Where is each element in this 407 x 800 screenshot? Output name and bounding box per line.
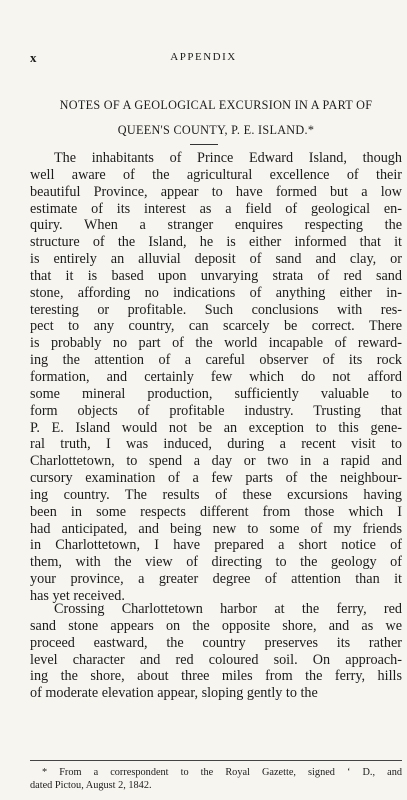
text-line: that it is based upon unvarying strata of red sand <box>30 267 402 284</box>
text-line: been in some respects different from those which I <box>30 503 402 520</box>
text-line: cursory examination of a few parts of the neighbour- <box>30 470 402 487</box>
text-line: beautiful Province, appear to have formed but a low <box>30 183 402 200</box>
footnote-rule <box>30 760 402 761</box>
text-line: Charlottetown, to spend a day or two in a rapid and <box>30 453 402 470</box>
text-line: sand stone appears on the opposite shore, and as we <box>30 617 402 634</box>
text-line: structure of the Island, he is either informed that it <box>30 234 402 251</box>
text-line: P. E. Island would not be an exception to this gene- <box>30 419 402 436</box>
text-line: Crossing Charlottetown harbor at the ferry, red <box>54 601 402 617</box>
running-head <box>0 50 407 66</box>
text-line: formation, and certainly few which do not afford <box>30 368 402 385</box>
text-line: pect to any country, can scarcely be correct. There <box>30 318 402 335</box>
text-line: ing country. The results of these excursions having <box>30 486 402 503</box>
text-line: ing the attention of a careful observer of its rock <box>30 352 402 369</box>
text-line: your province, a greater degree of attention than it <box>30 571 402 588</box>
text-line: quiry. When a stranger enquires respecting the <box>30 217 402 234</box>
text-line: estimate of its interest as a field of geological en- <box>30 200 402 217</box>
article-title-line: QUEEN'S COUNTY, P. E. ISLAND.* <box>117 123 315 137</box>
text-line: had anticipated, and being new to some of my friends <box>30 520 402 537</box>
text-line: is probably no part of the world incapable of reward- <box>30 335 402 352</box>
paragraph <box>30 601 402 702</box>
article-title-line: NOTES OF A GEOLOGICAL EXCURSION IN A PART OF <box>59 98 373 112</box>
text-line: ral truth, I was induced, during a recent visit to <box>30 436 402 453</box>
footnote-line: * From a correspondent to the Royal Gazette, signed ‘ D., and <box>42 767 402 778</box>
text-line: of moderate elevation appear, sloping gently to the <box>30 685 318 702</box>
text-line: has yet received. <box>30 587 125 604</box>
footnote <box>30 766 402 792</box>
text-line: well aware of the agricultural excellence of their <box>30 166 402 183</box>
footnote-line: dated Pictou, August 2, 1842. <box>30 780 152 791</box>
text-line: stone, affording no indications of anything either in- <box>30 284 402 301</box>
text-line: teresting or profitable. Such conclusions with res- <box>30 301 402 318</box>
text-line: in Charlottetown, I have prepared a short notice of <box>30 537 402 554</box>
text-line: form objects of profitable industry. Trusting that <box>30 402 402 419</box>
text-line: level character and red coloured soil. On approach- <box>30 651 402 668</box>
article-title <box>28 93 404 143</box>
title-rule <box>190 144 218 145</box>
running-head-title: APPENDIX <box>170 51 237 63</box>
text-line: The inhabitants of Prince Edward Island, though <box>54 150 402 166</box>
paragraph <box>30 150 402 605</box>
text-line: some mineral production, sufficiently valuable to <box>30 385 402 402</box>
text-line: is entirely an alluvial deposit of sand and clay, or <box>30 251 402 268</box>
text-line: proceed eastward, the country preserves its rather <box>30 634 402 651</box>
page-number: x <box>30 50 37 65</box>
text-line: them, with the view of directing to the geology of <box>30 554 402 571</box>
text-line: ing the shore, about three miles from the ferry, hills <box>30 668 402 685</box>
